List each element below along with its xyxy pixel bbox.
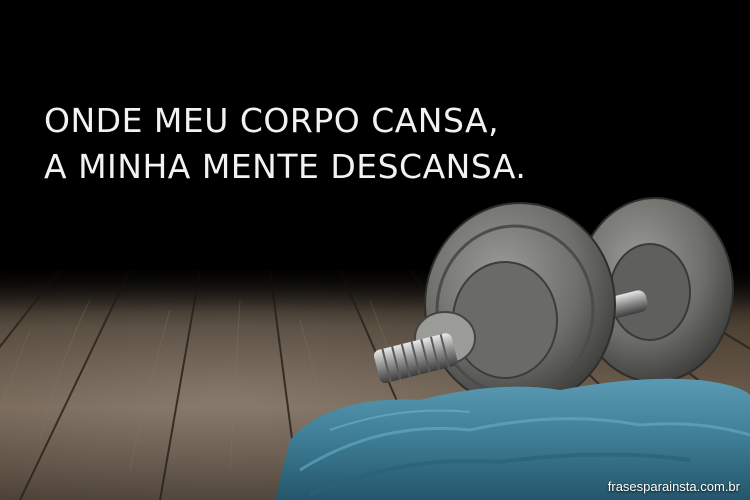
quote-line-1: ONDE MEU CORPO CANSA,: [44, 101, 500, 140]
quote-line-2: A MINHA MENTE DESCANSA.: [44, 147, 527, 186]
quote-text: [44, 98, 526, 190]
watermark-text: frasesparainsta.com.br: [607, 479, 740, 494]
